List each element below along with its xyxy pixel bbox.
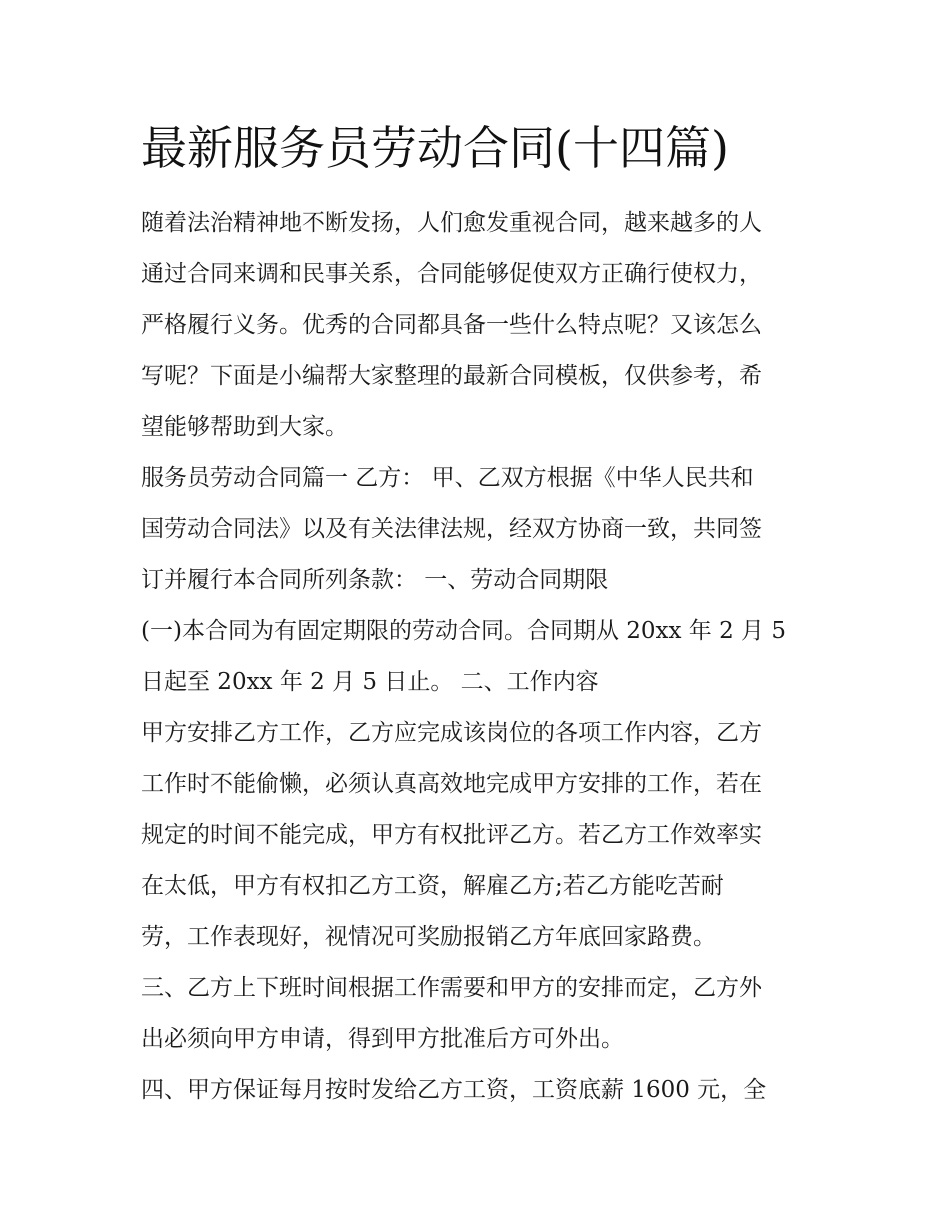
document-title: 最新服务员劳动合同(十四篇) bbox=[141, 121, 729, 175]
text-line: 通过合同来调和民事关系，合同能够促使双方正确行使权力， bbox=[141, 261, 762, 287]
text-line: 劳，工作表现好，视情况可奖励报销乙方年底回家路费。 bbox=[141, 924, 716, 950]
text-line: 国劳动合同法》以及有关法律法规，经双方协商一致，共同签 bbox=[141, 516, 762, 542]
text-line: 四、甲方保证每月按时发给乙方工资，工资底薪 1600 元，全 bbox=[141, 1077, 767, 1103]
text-line: 订并履行本合同所列条款： 一、劳动合同期限 bbox=[141, 567, 609, 593]
text-line: 写呢？下面是小编帮大家整理的最新合同模板，仅供参考，希 bbox=[141, 363, 762, 389]
text-line: (一)本合同为有固定期限的劳动合同。合同期从 20xx 年 2 月 5 bbox=[141, 618, 786, 644]
text-line: 严格履行义务。优秀的合同都具备一些什么特点呢？又该怎么 bbox=[141, 312, 762, 338]
paragraph-work-content bbox=[141, 708, 831, 963]
document-body bbox=[141, 118, 831, 1116]
text-line: 甲方安排乙方工作，乙方应完成该岗位的各项工作内容，乙方 bbox=[141, 720, 762, 746]
text-line: 工作时不能偷懒，必须认真高效地完成甲方安排的工作，若在 bbox=[141, 771, 762, 797]
text-line: 规定的时间不能完成，甲方有权批评乙方。若乙方工作效率实 bbox=[141, 822, 762, 848]
text-line: 日起至 20xx 年 2 月 5 日止。 二、工作内容 bbox=[141, 669, 599, 695]
text-line: 望能够帮助到大家。 bbox=[141, 414, 348, 440]
paragraph-work-hours bbox=[141, 963, 831, 1065]
text-line: 在太低，甲方有权扣乙方工资，解雇乙方;若乙方能吃苦耐 bbox=[141, 873, 724, 899]
text-line: 三、乙方上下班时间根据工作需要和甲方的安排而定，乙方外 bbox=[141, 975, 762, 1001]
paragraph-salary bbox=[141, 1065, 831, 1116]
paragraph-contract-term bbox=[141, 606, 831, 708]
paragraph-contract-one bbox=[141, 453, 831, 606]
text-line: 随着法治精神地不断发扬，人们愈发重视合同，越来越多的人 bbox=[141, 210, 762, 236]
text-line: 出必须向甲方申请，得到甲方批准后方可外出。 bbox=[141, 1026, 624, 1052]
text-line: 服务员劳动合同篇一 乙方： 甲、乙双方根据《中华人民共和 bbox=[141, 465, 754, 491]
paragraph-intro bbox=[141, 198, 831, 453]
